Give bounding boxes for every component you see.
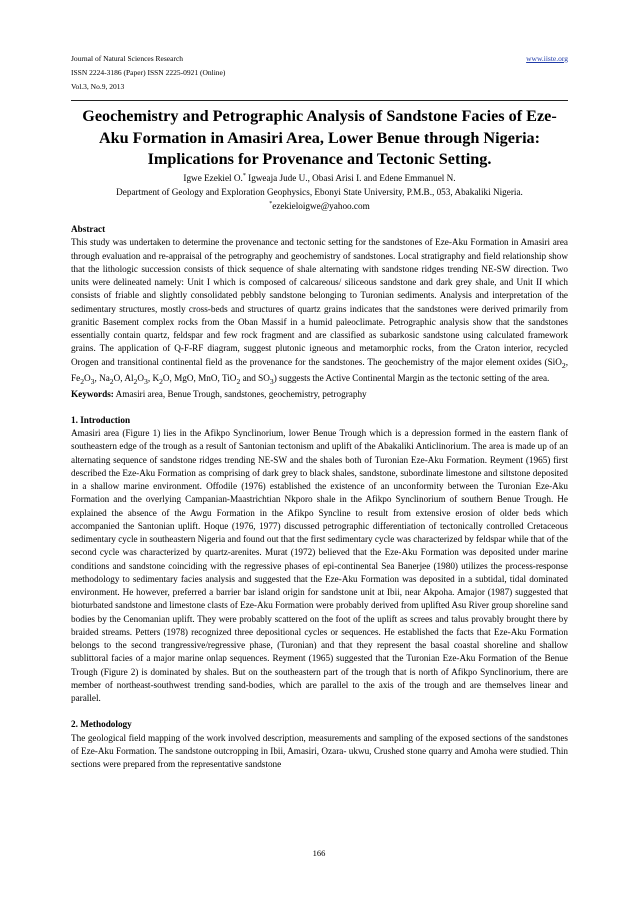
journal-issn: ISSN 2224-3186 (Paper) ISSN 2225-0921 (Online) <box>71 68 226 77</box>
header-divider <box>71 100 568 101</box>
journal-header <box>71 52 225 94</box>
author-email: *ezekieloigwe@yahoo.com <box>269 200 370 211</box>
author-names: Igwe Ezekiel O.* Igweaja Jude U., Obasi Arisi I. and Edene Emmanuel N. <box>183 172 456 183</box>
section-text-introduction: Amasiri area (Figure 1) lies in the Afikpo Synclinorium, lower Benue Trough which is a depression formed in the eastern flank of southeastern edge of the trough as a result of Santonian tectonism and uplift of the Abakaliki Anticlinorium. The area is made up of an alternating sequence of sandstone ridges trending NE-SW and the shales both of Turonian Eze-Aku Formation. Reyment (1965) first described the Eze-Aku Formation as comprising of dark grey to black shales, sandstone, subordinate limestone and siltstone deposited in a shallow marine environment. Offodile (1976) established the existence of an unconformity between the Turonian Eze-Aku Formation and the overlying Campanian-Maastrichtian Nkporo shale in the Afikpo Synclinorium of southern Benue Trough. He explained the absence of the Awgu Formation in the Afikpo Syncline to result from extensive erosion of older beds which accompanied the Santonian uplift. Hoque (1976, 1977) discussed petrographic differentiation of tectonically controlled Cretaceous sedimentary cycle in southeastern Nigeria and found out that the first sedimentary cycle was characterized by feldspar while that of the second cycle was characterized by quartz-arenites. Murat (1972) believed that the Eze-Aku Formation was deposited under marine conditions and sandstone coinciding with the regressive phases of epi-continental Sea Banerjee (1980) utilizes the process-response methodology to sedimentary facies analysis and suggested that the Eze-Aku Formation was deposited in a subtidal, tidal dominated environment. He however, preferred a barrier bar island origin for sandstone unit at Ibii, near Akpoha. Amajor (1987) suggested that bioturbated sandstone and limestone clasts of Eze-Aku Formation were probably derived from uplifted Asu River group shoreline sand bodies by the Cenomanian uplift. They were probably scattered on the foot of the uplift as screes and talus provably brought there by braided streams. Petters (1978) recognized three depositional cycles or sequences. He established the facts that Eze-Aku Formation belongs to the second trangressive/regressive phase, (Turonian) and that they represent the basal coastal shoreline and shallow sublittoral facies of a major marine onlap sequences. Reyment (1965) suggested that the Turonian Eze-Aku Formation of the Benue Trough (Figure 2) is dominated by shales. But on the southeastern part of the trough that is north of Afikpo Synclinorium, there are member of northeast-southwest trending sand-bodies, which are parallel to the axis of the trough and are themselves linear and parallel. <box>71 428 568 704</box>
author-block <box>71 171 568 213</box>
author-affiliation: Department of Geology and Exploration Geophysics, Ebonyi State University, P.M.B., 053, Abakaliki Nigeria. <box>116 187 523 197</box>
abstract-heading: Abstract <box>71 224 106 234</box>
journal-volume: Vol.3, No.9, 2013 <box>71 82 125 91</box>
abstract-text: This study was undertaken to determine the provenance and tectonic setting for the sandstones of Eze-Aku Formation in Amasiri area through evaluation and re-appraisal of the petrography and geochemistry of sandstones. Local stratigraphy and field relationship show that the lithologic succession consists of thick sequence of shale alternating with sandstone ridges trending NE-SW direction. Two units were delineated namely: Unit I which is composed of calcareous/ siliceous sandstone and dark grey shale, and Unit II which consists of friable and slightly consolidated pebbly sandstone belonging to Turonian sediments. Analysis and interpretation of the sedimentary structures, mostly cross-beds and structures of quartz grains indicates that the sandstones were derived primarily from granitic Basement complex rocks from the Oban Massif in a humid paleoclimate. Petrographic analysis show that the sandstones essentially contain quartz, feldspar and few rock fragment and are classified as subarkosic sandstone using calculated framework grains. The application of Q-F-RF diagram, suggest plutonic igneous and metamorphic rocks, from the Craton interior, recycled Orogen and transitional continental field as the provenance for the sandstones. The geochemistry of the major element oxides (SiO$_2$, $Fe_2O_3$, $Na_2O$, $Al_2O_3$, $K_2O$, MgO, MnO, TiO$_2$ and $SO_3$) suggests the Active Continental Margin as the tectonic setting of the area. <box>71 237 568 386</box>
section-text-methodology: The geological field mapping of the work involved description, measurements and sampling of the exposed sections of the sandstones of Eze-Aku Formation. The sandstone outcropping in Ibii, Amasiri, Ozara- ukwu, Crushed stone quarry and Amoha were studied. Thin sections were prepared from the representative sandstone <box>71 732 568 770</box>
journal-url-link[interactable]: www.iiste.org <box>526 54 568 63</box>
section-heading-methodology: 2. Methodology <box>71 719 132 730</box>
keywords-line: Keywords: Amasiri area, Benue Trough, sandstones, geochemistry, petrography <box>71 388 367 399</box>
paper-body <box>71 223 568 771</box>
journal-url-container <box>526 52 568 66</box>
page-number: 166 <box>312 848 326 858</box>
paper-title: Geochemistry and Petrographic Analysis of Sandstone Facies of Eze-Aku Formation in Amasiri Area, Lower Benue through Nigeria: Implications for Provenance and Tectonic Setting. <box>82 107 557 168</box>
section-heading-introduction: 1. Introduction <box>71 414 131 425</box>
journal-name: Journal of Natural Sciences Research <box>71 54 184 63</box>
